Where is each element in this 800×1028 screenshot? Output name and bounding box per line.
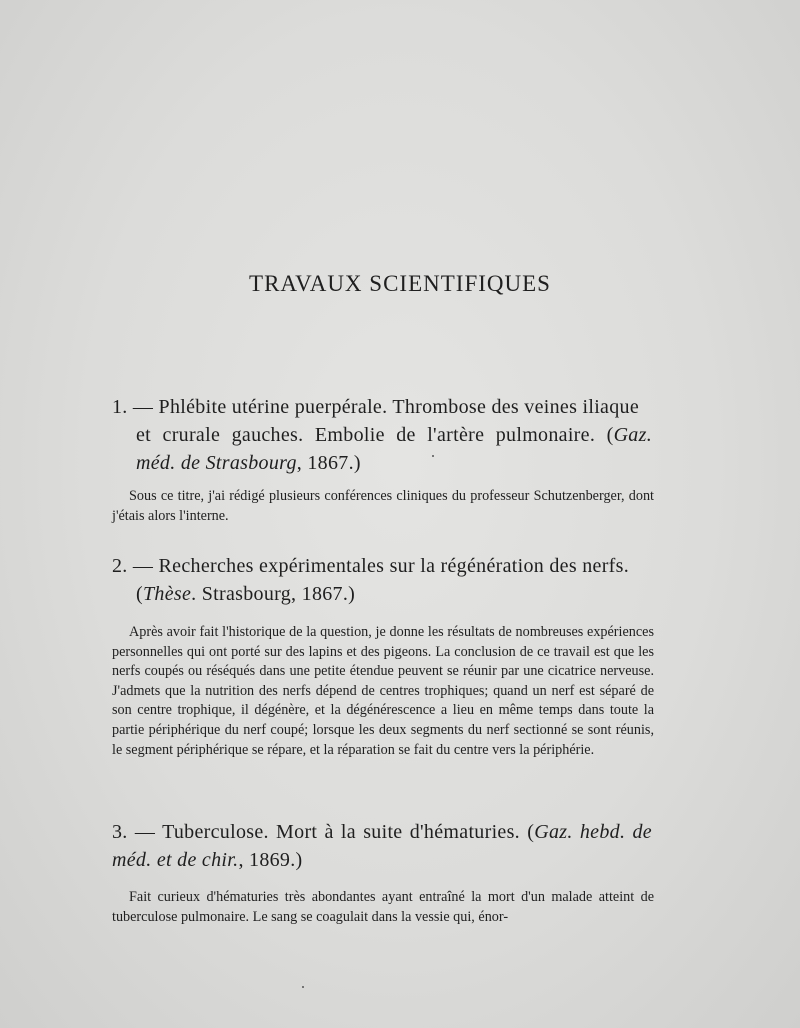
entry-1-title-cont: et crurale gauches. Embolie de l'artère pulmonaire. ( [136,424,614,446]
entry-1-number: 1. [112,396,128,418]
entry-2-title: Recherches expérimentales sur la régénération des nerfs. [158,555,630,577]
paper-speck [302,986,304,988]
entry-2-number: 2. [112,555,128,577]
entry-1-citation-source: Gaz. méd. de Strasbourg [136,424,652,474]
entry-2-citation-open: ( [136,583,143,605]
page-title: TRAVAUX SCIENTIFIQUES [249,271,551,296]
entry-2-dash: — [132,555,154,577]
entry-1-heading [112,393,652,477]
entry-3-body: Fait curieux d'hématuries très abondantes ayant entraîné la mort d'un malade atteint de tuberculose pulmonaire. Le sang se coagulait dans la vessie qui, énor- [112,889,654,925]
entry-2-citation-year: . Strasbourg, 1867.) [191,583,356,605]
entry-1-body: Sous ce titre, j'ai rédigé plusieurs conférences cliniques du professeur Schutzenberger, dont j'étais alors l'interne. [112,488,654,524]
entry-1-dash: — [132,396,154,418]
entry-3-heading [112,818,652,874]
entry-3-dash: — [134,821,156,843]
entry-3-number: 3. [112,821,128,843]
entry-1-title: Phlébite utérine puerpérale. Thrombose des veines iliaque [158,396,640,418]
entry-2-body: Après avoir fait l'historique de la question, je donne les résultats de nombreuses expériences personnelles qui ont porté sur des lapins et des pigeons. La conclusion de ce travail est que les nerfs coupés ou réséqués dans une petite étendue peuvent se réunir par une cicatrice nerveuse. J'admets que la nutrition des nerfs dépend de centres trophiques; quand un nerf est séparé de son centre trophique, il dégénère, et la dégénérescence a lieu en même temps dans toute la partie périphérique du nerf coupé; lorsque les deux segments du nerf sectionné se sont réunis, le segment périphérique se répare, et la réparation se fait du centre vers la périphérie. [112,624,654,758]
entry-3-title: Tuberculose. Mort à la suite d'hématuries. ( [162,821,535,843]
entry-1-citation-year: , 1867.) [296,452,361,474]
entry-2-heading [112,552,652,608]
entry-3-citation-source: Gaz. hebd. de méd. et de chir. [112,821,652,871]
entry-2-citation-source: Thèse [142,583,192,605]
entry-3-citation-year: , 1869.) [238,849,303,871]
paper-speck [432,455,434,457]
